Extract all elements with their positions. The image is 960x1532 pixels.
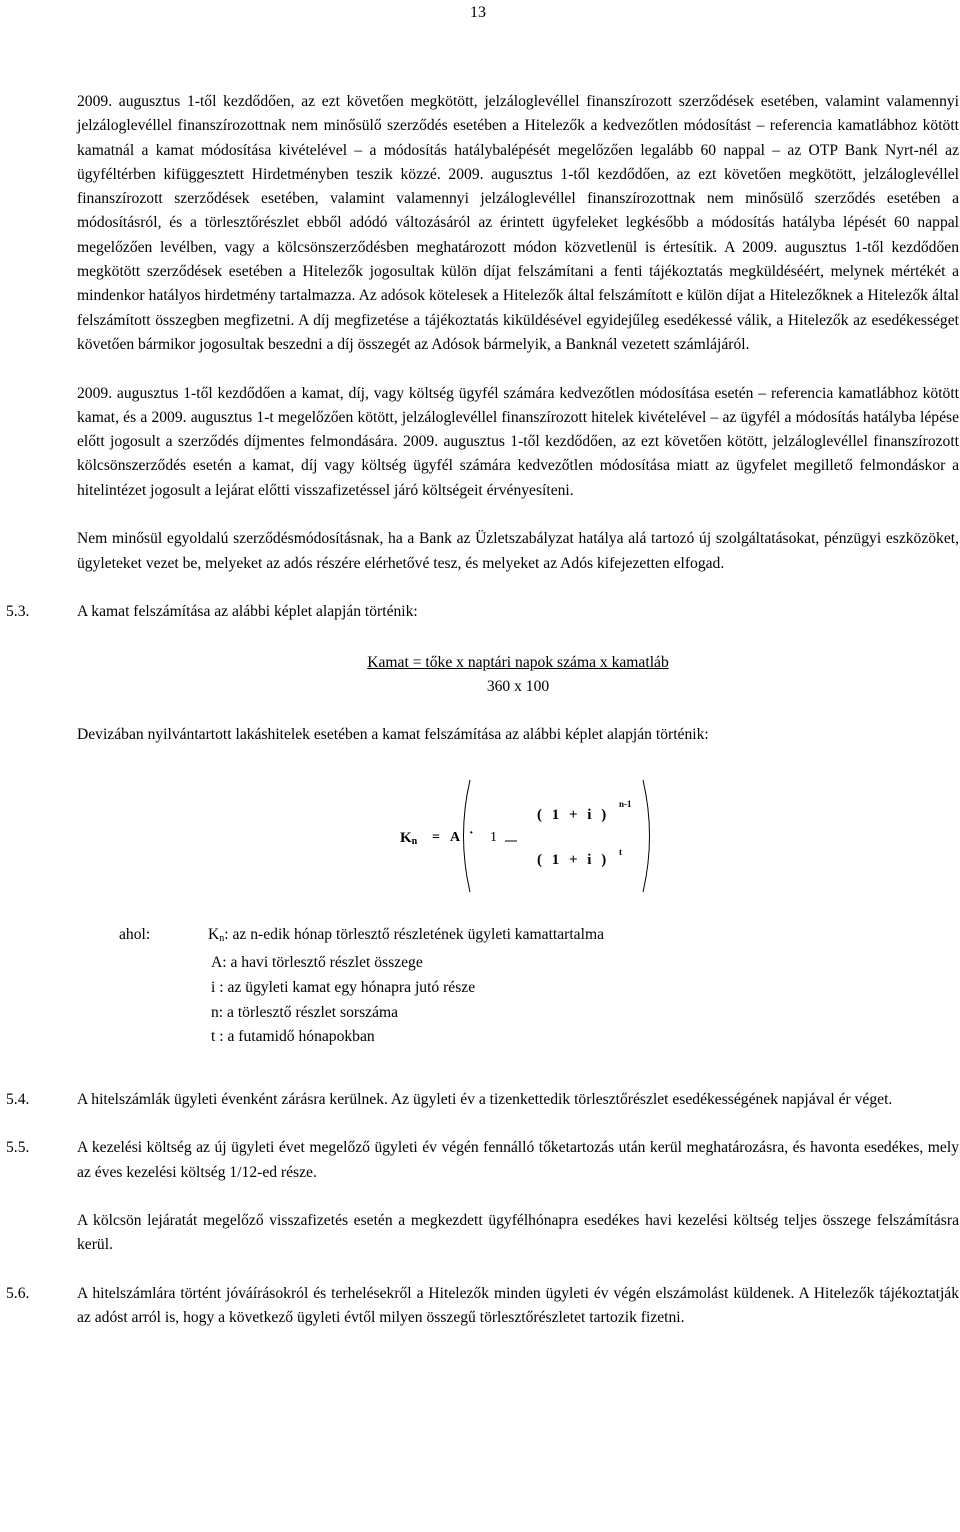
- legend-item-kn: $K_n$: az n-edik hónap törlesztő részletének ügyleti kamattartalma: [208, 925, 604, 944]
- document-body: [6, 90, 959, 1331]
- legend-item-n: n: a törlesztő részlet sorszáma: [211, 1003, 399, 1021]
- section-text: A hitelszámlák ügyleti évenként zárásra kerülnek. Az ügyleti év a tizenkettedik törlesztőrészlet esedékességének napjával ér véget.: [77, 1090, 893, 1108]
- formula-num-exp: n-1: [619, 798, 632, 809]
- formula-svg: [77, 748, 959, 923]
- formula-lhs: $K_n$: [400, 829, 418, 847]
- foreign-currency-text: Devizában nyilvántartott lakáshitelek esetében a kamat felszámítása az alábbi képlet alapján történik:: [77, 726, 709, 744]
- legend-item-i: i : az ügyleti kamat egy hónapra jutó része: [211, 978, 476, 996]
- formula-denominator: 360 x 100: [486, 677, 550, 695]
- formula-denominator-2: ( 1 + i ): [537, 851, 607, 868]
- formula-numerator-2: ( 1 + i ): [537, 806, 607, 823]
- paragraph-2: 2009. augusztus 1-től kezdődően a kamat, díj, vagy költség ügyfél számára kedvezőtlen módosítása esetén – referencia kamatlábhoz kötött kamat, és a 2009. augusztus 1-t megelőzően kötött, jelzáloglevéllel finanszírozott hitelek kivételével – az ügyfél a módosítás hatályba lépése előtt jogosult a szerződés díjmentes felmondására. 2009. augusztus 1-től kezdődően, az ezt követően kötött, jelzáloglevéllel finanszírozott kölcsönszerződés esetén a kamat, díj vagy költség ügyfél számára kedvezőtlen módosítása miatt az ügyfelet megillető felmondáskor a hitelintézet jogosult a lejárat előtti visszafizetéssel járó költségeit érvényesíteni.: [77, 384, 959, 499]
- legend-item-a: A: a havi törlesztő részlet összege: [211, 954, 423, 972]
- legend-item-t: t : a futamidő hónapokban: [211, 1028, 375, 1046]
- page-number: 13: [470, 4, 486, 21]
- interest-formula: [77, 651, 959, 700]
- right-big-paren: [643, 780, 650, 892]
- formula-dot: ·: [469, 825, 474, 841]
- paragraph-3: Nem minősül egyoldalú szerződésmódosításnak, ha a Bank az Üzletszabályzat hatálya alá tartozó új szolgáltatásokat, pénzügyi eszközöket, ügyleteket vezet be, melyeket az adós részére elérhetővé tesz, és melyeket az Adós kifejezetten elfogad.: [77, 530, 959, 572]
- section-number: 5.6.: [6, 1285, 30, 1303]
- section-number: 5.3.: [6, 603, 30, 621]
- section-text: A kamat felszámítása az alábbi képlet alapján történik:: [77, 603, 418, 621]
- paragraph-1: 2009. augusztus 1-től kezdődően, az ezt követően megkötött, jelzáloglevéllel finanszírozott szerződések esetében, valamint valamennyi jelzáloglevéllel finanszírozottnak nem minősülő szerződés esetében a Hitelezők a kedvezőtlen módosítást – referencia kamatlábhoz kötött kamatnál a kamat módosítása kivételével – a módosítás hatálybalépését megelőzően legalább 60 nappal – az OTP Bank Nyrt-nél az ügyféltérben kifüggesztett Hirdetményben teszik közzé. 2009. augusztus 1-től kezdődően, az ezt követően megkötött, jelzáloglevéllel finanszírozott szerződések esetében, valamint valamennyi jelzáloglevéllel finanszírozottnak nem minősülő szerződés esetében a módosításról, és a törlesztőrészlet ebből adódó változásáról az érintett ügyfeleket legkésőbb a módosítás hatályba lépését 60 nappal megelőzően levélben, vagy a kölcsönszerződésben meghatározott módon közvetlenül is értesítik. A 2009. augusztus 1-től kezdődően megkötött szerződések esetében a Hitelezők jogosultak külön díjat felszámítani a fenti tájékoztatás megküldéséért, melynek mértékét a mindenkor hatályos hirdetmény tartalmazza. Az adósok kötelesek a Hitelezők által felszámított e külön díjat a Hitelezőknek a Hitelezők által felszámított összegben megfizetni. A díj megfizetése a tájékoztatás kiküldésével egyidejűleg esedékessé válik, a Hitelezők az esedékességet követően bármikor jogosultak beszedni a díj összegét az Adósok bármelyik, a Banknál vezetett számlájáról.: [77, 93, 959, 353]
- section-5-4: [6, 1088, 959, 1112]
- formula-numerator: Kamat = tőke x naptári napok száma x kamatláb: [367, 653, 669, 671]
- section-5-5: [6, 1136, 959, 1185]
- formula-den-exp: t: [619, 846, 622, 857]
- formula-one: 1: [490, 829, 497, 845]
- section-number: 5.4.: [6, 1090, 30, 1108]
- section-5-3: [6, 600, 959, 624]
- section-5-6: [6, 1282, 959, 1331]
- formula-a: A: [450, 829, 461, 845]
- section-5-5-text-2: A kölcsön lejáratát megelőző visszafizetés esetén a megkezdett ügyfélhónapra esedékes havi kezelési költség teljes összege felszámításra kerül.: [77, 1212, 959, 1254]
- section-text: A kezelési költség az új ügyleti évet megelőző ügyleti év végén fennálló tőketartozás után kerül meghatározásra, és havonta esedékes, mely az éves kezelési költség 1/12-ed része.: [77, 1139, 959, 1181]
- annuity-formula: [77, 748, 959, 923]
- section-text: A hitelszámlára történt jóváírásokról és terhelésekről a Hitelezők minden ügyleti év végén elszámolást küldenek. A Hitelezők tájékoztatják az adóst arról is, hogy a következő ügyleti évtől milyen összegű törlesztőrészletet tartozik fizetni.: [77, 1285, 959, 1327]
- legend-label: ahol:: [119, 925, 151, 943]
- formula-equals: =: [432, 829, 440, 845]
- section-number: 5.5.: [6, 1139, 30, 1157]
- formula-legend: [77, 923, 959, 1050]
